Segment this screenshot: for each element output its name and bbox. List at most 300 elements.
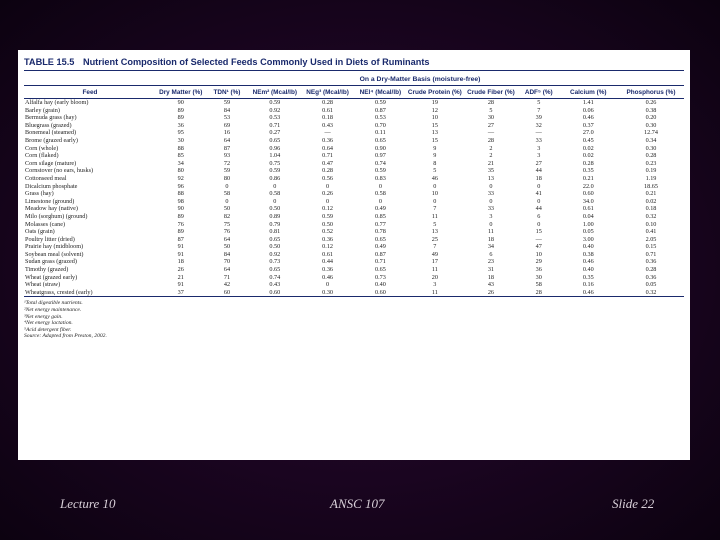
table-cell: 0.92 bbox=[269, 250, 281, 258]
table-cell: 25 bbox=[431, 235, 438, 243]
table-row bbox=[24, 114, 684, 122]
table-cell: 0.59 bbox=[374, 167, 386, 175]
table-cell: 0.56 bbox=[322, 174, 333, 182]
table-row bbox=[24, 198, 684, 206]
table-cell: 0.85 bbox=[374, 212, 386, 220]
table-cell: 0.71 bbox=[645, 250, 657, 258]
feed-name-cell: Meadow hay (native) bbox=[25, 205, 78, 213]
table-row bbox=[24, 281, 684, 289]
table-cell: 90 bbox=[177, 99, 184, 106]
table-cell: 0.41 bbox=[645, 228, 657, 236]
column-header: NEl⁴ (Mcal/lb) bbox=[354, 86, 407, 99]
table-cell: 0.38 bbox=[582, 250, 594, 258]
table-title bbox=[24, 56, 684, 71]
table-cell: — bbox=[535, 235, 542, 243]
table-cell: 33 bbox=[487, 205, 495, 213]
table-cell: 2 bbox=[489, 144, 493, 152]
table-cell: — bbox=[487, 129, 495, 137]
feed-name-cell: Wheat (straw) bbox=[25, 281, 61, 289]
feed-name-cell: Milo (sorghum) (ground) bbox=[25, 212, 88, 220]
table-cell: 9 bbox=[433, 144, 437, 152]
table-cell: 0.10 bbox=[645, 220, 657, 228]
table-cell: 33 bbox=[487, 190, 495, 198]
table-cell: 0.02 bbox=[582, 152, 594, 160]
table-cell: 70 bbox=[223, 258, 231, 266]
footnote: ¹Total digestible nutrients. bbox=[24, 300, 83, 307]
table-row bbox=[24, 152, 684, 160]
table-cell: 88 bbox=[177, 144, 184, 152]
table-cell: 34 bbox=[487, 243, 495, 251]
table-cell: 0.58 bbox=[269, 190, 281, 198]
table-row bbox=[24, 266, 684, 274]
table-cell: 0.46 bbox=[582, 114, 594, 122]
table-cell: 18 bbox=[487, 235, 495, 243]
table-cell: 13 bbox=[487, 174, 495, 182]
table-cell: 0.20 bbox=[645, 114, 657, 122]
table-cell: 5 bbox=[433, 220, 437, 228]
table-row bbox=[24, 274, 684, 282]
table-cell: 0.21 bbox=[645, 190, 657, 198]
table-cell: 76 bbox=[223, 228, 231, 236]
table-cell: 0.52 bbox=[322, 228, 333, 236]
table-cell: 0 bbox=[225, 197, 229, 205]
table-cell: 0.35 bbox=[582, 167, 594, 175]
table-cell: 0 bbox=[273, 182, 277, 190]
table-cell: 0.45 bbox=[582, 136, 594, 144]
table-cell: 37 bbox=[156, 289, 206, 297]
table-cell: 10 bbox=[535, 250, 542, 258]
table-cell: 20 bbox=[431, 273, 438, 281]
feed-name-cell: Barley (grain) bbox=[25, 106, 60, 114]
table-cell: 0 bbox=[378, 182, 382, 190]
table-cell: 7 bbox=[537, 106, 541, 114]
table-cell: 0.73 bbox=[269, 258, 281, 266]
table-cell: 30 bbox=[535, 273, 542, 281]
table-cell: 53 bbox=[223, 114, 231, 122]
table-image bbox=[18, 50, 690, 460]
table-cell: 0.32 bbox=[645, 212, 657, 220]
table-cell: 3.00 bbox=[582, 235, 594, 243]
feed-name-cell: Bermuda grass (hay) bbox=[25, 114, 77, 122]
table-cell: — bbox=[535, 129, 542, 137]
table-cell: 19 bbox=[431, 99, 438, 106]
table-cell: 0.59 bbox=[269, 167, 281, 175]
feed-name-cell: Cottonseed meal bbox=[25, 174, 67, 182]
table-cell: 7 bbox=[433, 243, 437, 251]
table-cell: 1.41 bbox=[582, 99, 594, 106]
table-cell: 64 bbox=[223, 235, 231, 243]
feed-name-cell: Soybean meal (solvent) bbox=[25, 250, 84, 258]
table-cell: 41 bbox=[535, 190, 542, 198]
table-cell: 27 bbox=[535, 159, 542, 167]
table-cell: 47 bbox=[535, 243, 542, 251]
table-cell: 9 bbox=[433, 152, 437, 160]
table-cell: 88 bbox=[177, 190, 184, 198]
table-cell: 28 bbox=[487, 99, 495, 106]
feed-name-cell: Cornstover (no ears, husks) bbox=[25, 167, 94, 175]
table-cell: 0.71 bbox=[374, 258, 386, 266]
table-cell: 0.26 bbox=[645, 99, 657, 106]
table-row bbox=[24, 145, 684, 153]
table-cell: 27.0 bbox=[582, 129, 594, 137]
table-cell: 5 bbox=[537, 99, 541, 106]
table-cell: 0.40 bbox=[374, 281, 386, 289]
footer-slide-number: Slide 22 bbox=[612, 496, 655, 511]
table-cell: 1.00 bbox=[582, 220, 594, 228]
footnote: ⁵Acid detergent fiber. bbox=[24, 326, 72, 333]
table-cell: 72 bbox=[223, 159, 231, 167]
table-cell: 0.34 bbox=[645, 136, 657, 144]
table-cell: 87 bbox=[177, 235, 184, 243]
table-cell: 0.61 bbox=[322, 250, 333, 258]
table-row bbox=[24, 251, 684, 259]
table-cell: 12 bbox=[431, 106, 438, 114]
table-cell: 0 bbox=[378, 197, 382, 205]
feed-name-cell: Molasses (cane) bbox=[25, 220, 66, 228]
table-cell: 0.18 bbox=[645, 205, 657, 213]
table-cell: 0.02 bbox=[582, 144, 594, 152]
table-cell: 1.19 bbox=[645, 174, 657, 182]
table-cell: 0.75 bbox=[269, 159, 281, 167]
table-cell: 60 bbox=[206, 289, 249, 297]
table-cell: 23 bbox=[487, 258, 495, 266]
table-cell: 46 bbox=[431, 174, 438, 182]
table-cell: 0.11 bbox=[375, 129, 386, 137]
footnotes bbox=[24, 300, 684, 340]
column-header: NEg³ (Mcal/lb) bbox=[301, 86, 354, 99]
table-cell: 30 bbox=[177, 136, 184, 144]
table-cell: 3 bbox=[433, 281, 437, 289]
table-cell: 0.64 bbox=[322, 144, 333, 152]
table-cell: 34 bbox=[177, 159, 184, 167]
table-cell: 90 bbox=[177, 205, 184, 213]
table-row bbox=[24, 190, 684, 198]
table-cell: 64 bbox=[223, 266, 231, 274]
table-cell: 30 bbox=[487, 114, 495, 122]
table-cell: 0.59 bbox=[269, 99, 281, 106]
table-cell: 26 bbox=[463, 289, 519, 297]
table-cell: 91 bbox=[177, 281, 184, 289]
table-cell: 13 bbox=[431, 129, 438, 137]
table-cell: 69 bbox=[223, 121, 231, 129]
table-cell: 10 bbox=[431, 190, 438, 198]
table-cell: 27 bbox=[487, 121, 495, 129]
table-cell: 0.43 bbox=[269, 281, 281, 289]
table-cell: 21 bbox=[487, 159, 495, 167]
table-cell: 1.04 bbox=[269, 152, 281, 160]
table-cell: 0.70 bbox=[374, 121, 386, 129]
table-cell: 0.86 bbox=[269, 174, 281, 182]
table-cell: 59 bbox=[223, 167, 231, 175]
table-cell: 0.65 bbox=[269, 235, 281, 243]
table-cell: 0.79 bbox=[269, 220, 281, 228]
feed-name-cell: Wheatgrass, crested (early) bbox=[24, 289, 156, 297]
column-header: NEm² (Mcal/lb) bbox=[248, 86, 301, 99]
feed-name-cell: Bonemeal (steamed) bbox=[25, 129, 77, 137]
table-cell: 0.28 bbox=[322, 167, 333, 175]
table-cell: 0.46 bbox=[322, 273, 333, 281]
table-cell: 15 bbox=[431, 136, 438, 144]
table-cell: 0.43 bbox=[322, 121, 333, 129]
table-cell: 0 bbox=[326, 182, 330, 190]
table-cell: 98 bbox=[177, 197, 184, 205]
table-cell: 0.05 bbox=[645, 281, 657, 289]
table-row bbox=[24, 160, 684, 168]
column-header: Crude Protein (%) bbox=[407, 86, 463, 99]
table-cell: 0.74 bbox=[374, 159, 386, 167]
table-cell: 91 bbox=[177, 243, 184, 251]
table-cell: 0.40 bbox=[582, 266, 594, 274]
table-cell: 18.65 bbox=[644, 182, 658, 190]
footer-course: ANSC 107 bbox=[330, 496, 385, 511]
table-cell: 0.97 bbox=[374, 152, 386, 160]
table-cell: 0.96 bbox=[269, 144, 281, 152]
table-cell: 36 bbox=[177, 121, 184, 129]
table-cell: 89 bbox=[177, 114, 184, 122]
table-cell: 0.30 bbox=[301, 289, 354, 297]
table-cell: 36 bbox=[535, 266, 542, 274]
table-row bbox=[24, 107, 684, 115]
table-cell: 0.36 bbox=[322, 136, 333, 144]
table-row bbox=[24, 205, 684, 213]
table-cell: 15 bbox=[535, 228, 542, 236]
table-cell: 7 bbox=[433, 205, 437, 213]
table-cell: 0 bbox=[433, 182, 437, 190]
table-cell: 0.53 bbox=[269, 114, 281, 122]
table-cell: 85 bbox=[177, 152, 184, 160]
table-cell: 11 bbox=[431, 266, 438, 274]
table-cell: 13 bbox=[431, 228, 438, 236]
footer-lecture: Lecture 10 bbox=[60, 496, 116, 511]
table-cell: 39 bbox=[535, 114, 542, 122]
table-cell: 50 bbox=[223, 243, 231, 251]
table-cell: 89 bbox=[177, 228, 184, 236]
table-cell: 0 bbox=[489, 197, 493, 205]
table-row bbox=[24, 243, 684, 251]
table-cell: 91 bbox=[177, 250, 184, 258]
table-cell: 3 bbox=[537, 152, 541, 160]
table-row bbox=[24, 175, 684, 183]
table-cell: 0.18 bbox=[322, 114, 333, 122]
table-cell: 26 bbox=[177, 266, 184, 274]
table-cell: 0.12 bbox=[322, 243, 333, 251]
column-header: Calcium (%) bbox=[559, 86, 618, 99]
table-cell: 0.49 bbox=[374, 243, 386, 251]
table-cell: 71 bbox=[223, 273, 231, 281]
table-cell: 31 bbox=[487, 266, 495, 274]
table-cell: 42 bbox=[223, 281, 231, 289]
table-cell: 49 bbox=[431, 250, 438, 258]
table-cell: 0 bbox=[273, 197, 277, 205]
table-cell: 0.65 bbox=[269, 136, 281, 144]
table-cell: 22.0 bbox=[582, 182, 594, 190]
table-cell: 0.46 bbox=[559, 289, 618, 297]
table-cell: 5 bbox=[433, 167, 437, 175]
table-row bbox=[24, 236, 684, 244]
table-cell: 3 bbox=[489, 212, 493, 220]
table-cell: 0.83 bbox=[374, 174, 386, 182]
table-cell: 0.49 bbox=[374, 205, 386, 213]
table-row bbox=[24, 289, 684, 297]
table-cell: 0.71 bbox=[269, 121, 281, 129]
table-cell: 0.30 bbox=[645, 144, 657, 152]
column-header: Feed bbox=[24, 86, 156, 99]
table-cell: 0.74 bbox=[269, 273, 281, 281]
table-row bbox=[24, 129, 684, 137]
table-title-text: Nutrient Composition of Selected Feeds Commonly Used in Diets of Ruminants bbox=[82, 57, 430, 67]
table-cell: 89 bbox=[177, 212, 184, 220]
feed-name-cell: Corn (whole) bbox=[25, 144, 59, 152]
table-cell: 0.05 bbox=[582, 228, 594, 236]
table-cell: 0 bbox=[537, 197, 541, 205]
table-cell: 18 bbox=[177, 258, 184, 266]
nutrient-table bbox=[24, 74, 684, 297]
table-cell: 11 bbox=[487, 228, 494, 236]
table-cell: 3 bbox=[537, 144, 541, 152]
table-cell: 75 bbox=[223, 220, 231, 228]
table-cell: 0.36 bbox=[322, 235, 333, 243]
table-cell: 0.38 bbox=[645, 106, 657, 114]
table-cell: 43 bbox=[487, 281, 495, 289]
table-cell: 59 bbox=[223, 99, 231, 106]
table-cell: 0.40 bbox=[582, 243, 594, 251]
table-cell: 0.28 bbox=[322, 99, 333, 106]
feed-name-cell: Timothy (grazed) bbox=[25, 266, 69, 274]
table-cell: 82 bbox=[223, 212, 231, 220]
feed-name-cell: Brome (grazed early) bbox=[25, 136, 78, 144]
table-cell: 0.21 bbox=[582, 174, 594, 182]
table-cell: 0.36 bbox=[645, 258, 657, 266]
table-cell: 0.60 bbox=[582, 190, 594, 198]
table-cell: 18 bbox=[487, 273, 495, 281]
table-cell: 6 bbox=[537, 212, 541, 220]
table-cell: 0.58 bbox=[374, 190, 386, 198]
table-cell: 8 bbox=[433, 159, 437, 167]
table-row bbox=[24, 122, 684, 130]
table-cell: 96 bbox=[177, 182, 184, 190]
column-header: TDN¹ (%) bbox=[206, 86, 249, 99]
table-cell: 17 bbox=[431, 258, 438, 266]
footnote: ²Net energy maintenance. bbox=[24, 307, 82, 314]
table-cell: 84 bbox=[223, 106, 231, 114]
table-cell: 84 bbox=[223, 250, 231, 258]
footnote: ³Net energy gain. bbox=[24, 313, 63, 320]
column-header: Crude Fiber (%) bbox=[463, 86, 519, 99]
table-row bbox=[24, 213, 684, 221]
table-cell: 6 bbox=[489, 250, 493, 258]
table-cell: 0.61 bbox=[322, 106, 333, 114]
table-cell: 80 bbox=[223, 174, 231, 182]
table-cell: 29 bbox=[535, 258, 542, 266]
table-cell: 12.74 bbox=[644, 129, 658, 137]
table-cell: 0.28 bbox=[645, 266, 657, 274]
feed-name-cell: Prairie hay (midbloom) bbox=[25, 243, 84, 251]
table-cell: 44 bbox=[535, 205, 542, 213]
table-cell: 0 bbox=[489, 182, 493, 190]
table-cell: 0.87 bbox=[374, 106, 386, 114]
basis-header: On a Dry-Matter Basis (moisture-free) bbox=[156, 74, 684, 86]
table-cell: 0.89 bbox=[269, 212, 281, 220]
table-cell: 0.04 bbox=[582, 212, 594, 220]
table-row bbox=[24, 258, 684, 266]
table-cell: 0.19 bbox=[645, 167, 657, 175]
table-cell: 0.28 bbox=[645, 152, 657, 160]
table-cell: 0.50 bbox=[322, 220, 333, 228]
table-cell: 0 bbox=[489, 220, 493, 228]
table-cell: 58 bbox=[223, 190, 231, 198]
table-cell: 0.90 bbox=[374, 144, 386, 152]
table-cell: 0 bbox=[537, 182, 541, 190]
table-cell: 0.16 bbox=[582, 281, 594, 289]
table-cell: 28 bbox=[487, 136, 495, 144]
table-cell: 58 bbox=[535, 281, 542, 289]
feed-name-cell: Alfalfa hay (early bloom) bbox=[25, 99, 89, 106]
table-cell: 0.87 bbox=[374, 250, 386, 258]
table-cell: 0.47 bbox=[322, 159, 333, 167]
table-cell: 0.65 bbox=[374, 266, 386, 274]
table-cell: 0.60 bbox=[248, 289, 301, 297]
footnote: Source: Adapted from Preston, 2002. bbox=[24, 333, 107, 340]
table-row bbox=[24, 228, 684, 236]
feed-name-cell: Poultry litter (dried) bbox=[25, 235, 75, 243]
table-row bbox=[24, 167, 684, 175]
table-cell: 0.28 bbox=[582, 159, 594, 167]
table-cell: 0.44 bbox=[322, 258, 333, 266]
table-cell: 95 bbox=[177, 129, 184, 137]
table-cell: 34.0 bbox=[582, 197, 594, 205]
feed-name-cell: Dicalcium phosphate bbox=[25, 182, 78, 190]
table-cell: 0.37 bbox=[582, 121, 594, 129]
table-cell: 0.30 bbox=[645, 121, 657, 129]
table-cell: 0.53 bbox=[374, 114, 386, 122]
table-cell: 33 bbox=[535, 136, 542, 144]
feed-name-cell: Corn silage (mature) bbox=[25, 159, 77, 167]
table-cell: 0 bbox=[326, 197, 330, 205]
feed-name-cell: Oats (grain) bbox=[25, 228, 55, 236]
table-cell: 0.77 bbox=[374, 220, 386, 228]
table-cell: 11 bbox=[407, 289, 463, 297]
table-cell: — bbox=[324, 129, 331, 137]
table-cell: 0 bbox=[225, 182, 229, 190]
table-cell: 92 bbox=[177, 174, 184, 182]
table-cell: 11 bbox=[431, 212, 438, 220]
table-cell: 0.81 bbox=[269, 228, 281, 236]
table-cell: 0.26 bbox=[322, 190, 333, 198]
table-cell: 0.35 bbox=[582, 273, 594, 281]
table-cell: 35 bbox=[487, 167, 495, 175]
table-cell: 2.05 bbox=[645, 235, 657, 243]
table-cell: 0.12 bbox=[322, 205, 333, 213]
table-row bbox=[24, 137, 684, 145]
table-cell: 5 bbox=[489, 106, 493, 114]
table-cell: 32 bbox=[535, 121, 542, 129]
table-cell: 2 bbox=[489, 152, 493, 160]
table-cell: 21 bbox=[177, 273, 184, 281]
table-cell: 0.61 bbox=[582, 205, 594, 213]
table-cell: 0 bbox=[326, 281, 330, 289]
table-row bbox=[24, 183, 684, 191]
table-cell: 87 bbox=[223, 144, 231, 152]
table-cell: 0.27 bbox=[269, 129, 281, 137]
table-cell: 89 bbox=[177, 106, 184, 114]
table-cell: 0.60 bbox=[354, 289, 407, 297]
table-cell: 0.50 bbox=[269, 243, 281, 251]
table-row bbox=[24, 99, 684, 107]
column-header: Phosphorus (%) bbox=[618, 86, 684, 99]
table-cell: 0.73 bbox=[374, 273, 386, 281]
table-cell: 28 bbox=[519, 289, 559, 297]
feed-name-cell: Wheat (grazed early) bbox=[25, 273, 78, 281]
